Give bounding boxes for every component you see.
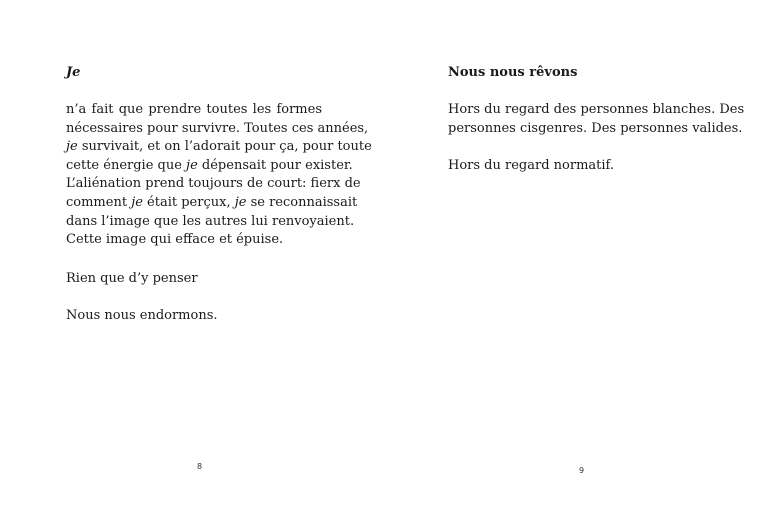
body-line (66, 138, 372, 157)
emphasis-je: je (131, 194, 143, 210)
line-segment: dépensait pour exister. (197, 157, 353, 173)
line-segment: était perçux, (142, 194, 235, 210)
right-page-paragraph-1 (448, 101, 745, 138)
body-line: L’aliénation prend toujours de court: fierx de (66, 176, 361, 192)
left-page-paragraph-3: Nous nous endormons. (66, 308, 218, 323)
left-page-number: 8 (197, 462, 203, 471)
right-page (384, 0, 768, 506)
body-line: Cette image qui efface et épuise. (66, 232, 284, 248)
body-line (66, 157, 353, 176)
left-page-heading: Je (66, 65, 81, 80)
body-line: nécessaires pour survivre. Toutes ces années, (66, 120, 369, 136)
body-line: personnes cisgenres. Des personnes valides. (448, 120, 743, 136)
line-segment: survivait, et on l’adorait pour ça, pour toute (77, 139, 372, 155)
right-page-number: 9 (579, 466, 585, 475)
left-page-paragraph-2: Rien que d’y penser (66, 271, 198, 286)
emphasis-je: je (234, 194, 247, 210)
body-line: Hors du regard des personnes blanches. Des (448, 102, 745, 117)
line-segment: cette énergie que (66, 157, 187, 173)
body-line: dans l’image que les autres lui renvoyaient. (66, 213, 355, 229)
left-page-body-paragraph (66, 101, 372, 250)
body-line: n’a fait que prendre toutes les formes (66, 102, 322, 117)
emphasis-je: je (186, 157, 198, 173)
line-segment: comment (66, 194, 132, 210)
right-page-paragraph-2: Hors du regard normatif. (448, 158, 615, 173)
right-page-heading: Nous nous rêvons (448, 65, 578, 80)
line-segment: se reconnaissait (246, 194, 358, 210)
emphasis-je: je (66, 139, 78, 155)
body-line (66, 194, 358, 213)
